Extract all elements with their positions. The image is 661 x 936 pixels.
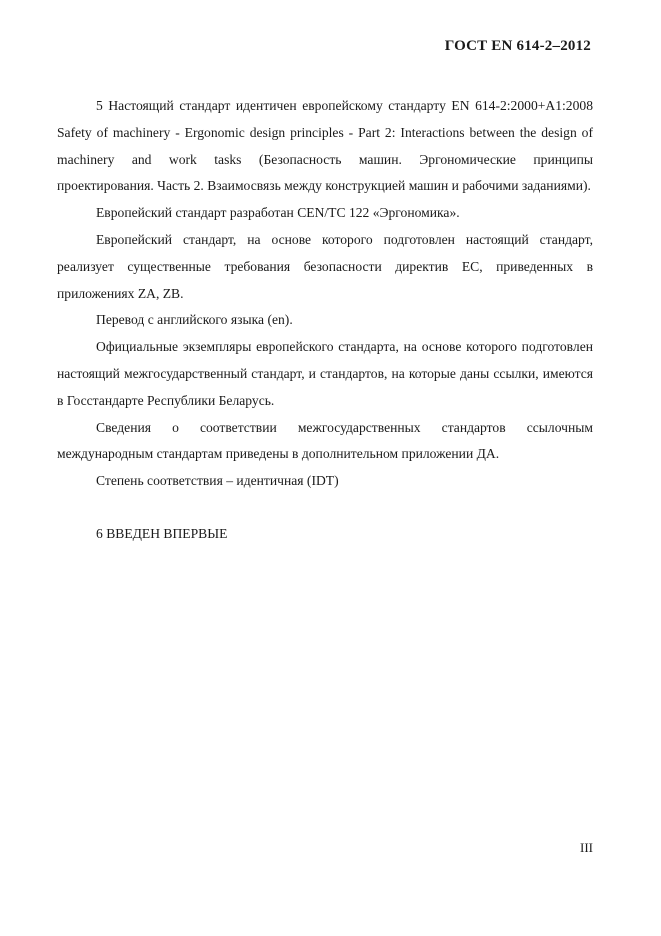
standard-code-header: ГОСТ EN 614-2–2012 (444, 38, 591, 54)
paragraph-conformity-degree: Степень соответствия – идентичная (IDT) (96, 473, 339, 489)
paragraph-developer: Европейский стандарт разработан CEN/TC 122 «Эргономика». (96, 205, 460, 221)
section-6-heading: 6 ВВЕДЕН ВПЕРВЫЕ (96, 525, 228, 541)
paragraph-directives: Европейский стандарт, на основе которого подготовлен настоящий стандарт, реализует существенные требования безопасности директив ЕС, приведенных в приложениях ZA, ZB. (57, 231, 593, 301)
paragraph-translation: Перевод с английского языка (en). (96, 312, 293, 328)
document-body (57, 93, 593, 548)
paragraph-standard-identity: 5 Настоящий стандарт идентичен европейскому стандарту EN 614-2:2000+A1:2008 Safety of machinery - Ergonomic design principles - Part 2: Interactions between the design of machinery and work tasks (Безопасность машин. Эргономические принципы проектирования. Часть 2. Взаимосвязь между конструкцией машин и рабочими заданиями). (57, 98, 593, 194)
paragraph-official-copies: Официальные экземпляры европейского стандарта, на основе которого подготовлен настоящий межгосударственный стандарт, и стандартов, на которые даны ссылки, имеются в Госстандарте Республики Беларусь. (57, 339, 593, 408)
page-number: III (580, 840, 593, 855)
paragraph-references-info: Сведения о соответствии межгосударственных стандартов ссылочным международным стандартам приведены в дополнительном приложении ДА. (57, 419, 593, 462)
